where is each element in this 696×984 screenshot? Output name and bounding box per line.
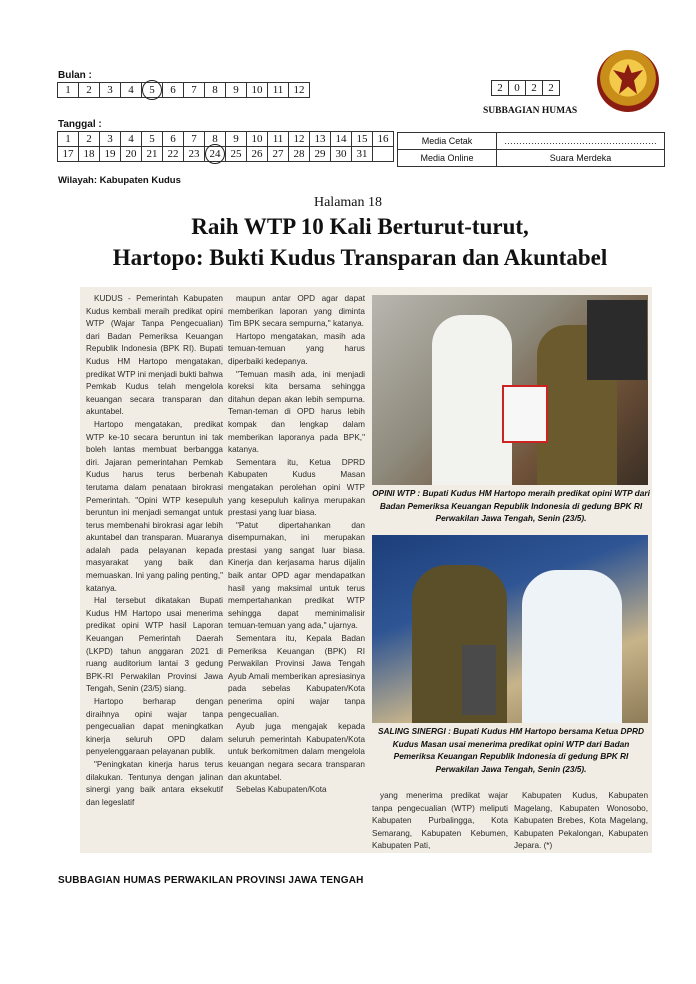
caption-saling-sinergi: SALING SINERGI : Bupati Kudus HM Hartopo bersama Ketua DPRD Kudus Masan usai menerima predikat opini WTP dari Badan Pemeriksa Keuangan Republik Indonesia di gedung BPK RI Perwakilan Jawa Tengah, Senin (23/5).: [378, 726, 644, 774]
day-cell-26: 26: [247, 147, 268, 162]
media-table: [397, 132, 665, 167]
wtp-certificate: [502, 385, 548, 443]
media-cetak-label: Media Cetak: [398, 133, 497, 150]
day-cell-22: 22: [163, 147, 184, 162]
day-cell-7: 7: [184, 132, 205, 147]
day-cell-17: 17: [58, 147, 79, 162]
month-cell-1: 1: [58, 83, 79, 98]
article-column-4: [514, 790, 648, 853]
paragraph: Hal tersebut dikatakan Bupati Kudus HM Hartopo usai menerima predikat opini WTP hasil Laporan Keuangan Pemerintah Daerah (LKPD) tahun anggaran 2021 di ruang auditorium lantai 3 gedung BPK-RI Perwakilan Provinsi Jawa Tengah, Senin (23/5) siang.: [86, 596, 223, 694]
month-cell-3: 3: [100, 83, 121, 98]
day-cell-2: 2: [79, 132, 100, 147]
day-cell-18: 18: [79, 147, 100, 162]
page-number: Halaman 18: [313, 195, 383, 210]
month-cell-6: 6: [163, 83, 184, 98]
article-column-2: [228, 293, 365, 851]
paragraph: Sementara itu, Ketua DPRD Kabupaten Kudus Masan mengatakan perolehan opini WTP yang kesepuluh kalinya merupakan prestasi yang luar biasa.: [228, 457, 365, 518]
day-cell-blank: [373, 147, 394, 162]
caption-opini-wtp: OPINI WTP : Bupati Kudus HM Hartopo meraih predikat opini WTP dari Badan Pemeriksa Keuangan Republik Indonesia di gedung BPK RI Perwakilan Jawa Tengah, Senin (23/5).: [372, 488, 650, 523]
column-4-text: Kabupaten Kudus, Kabupaten Magelang, Kabupaten Wonosobo, Kabupaten Brebes, Kota Magelang, Kabupaten Pekalongan, Kabupaten Jepara. (*): [514, 791, 648, 851]
month-grid: [57, 82, 310, 98]
paragraph: Hartopo berharap dengan diraihnya opini wajar tanpa pengecualian dapat meningkatkan kinerja seluruh OPD dalam penyelenggaraan pelayanan publik.: [86, 697, 223, 757]
person-ketua-dprd: [522, 570, 622, 723]
day-cell-30: 30: [331, 147, 352, 162]
photo-saling-sinergi: [372, 535, 648, 723]
day-cell-25: 25: [226, 147, 247, 162]
day-cell-23: 23: [184, 147, 205, 162]
paragraph: "Peningkatan kinerja harus terus dilakukan. Tentunya dengan jalinan sinergi yang baik antara eksekutif dan legeslatif: [86, 759, 223, 807]
paragraph: KUDUS - Pemerintah Kabupaten Kudus kembali meraih predikat opini WTP (Wajar Tanpa Pengecualian) dari Badan Pemeriksa Keuangan Republik Indonesia (BPK RI). Bupati Kudus HM Hartopo mengatakan, predikat WTP ini menjadi bukti bahwa Pemkab Kudus telah mengelola keuangan secara transparan dan akuntabel.: [86, 294, 223, 417]
day-cell-20: 20: [121, 147, 142, 162]
bulan-label: Bulan :: [58, 70, 92, 81]
day-cell-10: 10: [247, 132, 268, 147]
day-cell-24: 24: [205, 147, 226, 162]
day-cell-13: 13: [310, 132, 331, 147]
year-digit-2: 2: [526, 81, 543, 96]
day-cell-4: 4: [121, 132, 142, 147]
footer-unit: SUBBAGIAN HUMAS PERWAKILAN PROVINSI JAWA TENGAH: [58, 875, 364, 886]
month-cell-8: 8: [205, 83, 226, 98]
article-title-line2: Hartopo: Bukti Kudus Transparan dan Akuntabel: [112, 245, 608, 270]
news-clipping: [80, 287, 652, 853]
paragraph: "Patut dipertahankan dan disempurnakan, ini merupakan prestasi yang sangat luar biasa. Kinerja dan kerjasama harus dijalin baik antar OPD agar mendapatkan hasil yang maksimal untuk terus mempertahankan predikat WTP sehingga dapat meminimalisir temuan-temuan yang ada," ujarnya.: [228, 520, 365, 631]
certificate-folder: [462, 645, 496, 715]
paragraph: Ayub juga mengajak kepada seluruh pemerintah Kabupaten/Kota untuk berkomitmen dalam mengelola keuangan negara secara transparan dan akuntabel.: [228, 722, 365, 782]
month-cell-11: 11: [268, 83, 289, 98]
day-cell-9: 9: [226, 132, 247, 147]
paragraph: Hartopo mengatakan, masih ada temuan-temuan yang harus diperbaiki kedepanya.: [228, 331, 365, 366]
person-white-uniform: [432, 315, 512, 485]
day-cell-12: 12: [289, 132, 310, 147]
month-cell-7: 7: [184, 83, 205, 98]
article-column-1: [86, 293, 223, 851]
day-cell-8: 8: [205, 132, 226, 147]
bpk-logo: [597, 50, 659, 112]
column-3-text: yang menerima predikat wajar tanpa pengecualian (WTP) meliputi Kabupaten Purbalingga, Kota Semarang, Kabupaten Kebumen, Kabupaten Pati,: [372, 791, 508, 851]
day-cell-29: 29: [310, 147, 331, 162]
unit-label: SUBBAGIAN HUMAS: [483, 106, 578, 116]
media-cetak-value: ……………………………………………: [497, 133, 665, 150]
media-online-value: Suara Merdeka: [497, 150, 665, 167]
year-digit-0: 0: [509, 81, 526, 96]
month-cell-5: 5: [142, 83, 163, 98]
day-cell-16: 16: [373, 132, 394, 147]
month-cell-4: 4: [121, 83, 142, 98]
day-cell-5: 5: [142, 132, 163, 147]
month-cell-12: 12: [289, 83, 310, 98]
month-cell-10: 10: [247, 83, 268, 98]
paragraph: "Temuan masih ada, ini menjadi koreksi kita bersama sehingga ditahun depan akan lebih sempurna. Teman-teman di OPD harus lebih kompak dan lengkap dalam memberikan laporanya pada BPK," katanya.: [228, 369, 365, 455]
year-digit-2: 2: [543, 81, 560, 96]
day-cell-28: 28: [289, 147, 310, 162]
day-cell-19: 19: [100, 147, 121, 162]
day-cell-11: 11: [268, 132, 289, 147]
garuda-emblem-icon: [613, 64, 643, 94]
media-online-label: Media Online: [398, 150, 497, 167]
day-cell-15: 15: [352, 132, 373, 147]
paragraph: Hartopo mengatakan, predikat WTP ke-10 secara beruntun ini tak boleh lantas membuat berbangga diri. Jajaran pemerintahan Pemkab Kudus harus terus berbenah terutama dalam penataan birokrasi Pemerintah. "Opini WTP kesepuluh beruntun ini menjadi semangat untuk terus membenahi birokrasi agar lebih akuntabel dan transparan. Muaranya adalah pada pelayanan kepada masyarakat yang baik dan memuaskan. Ini yang paling penting," katanya.: [86, 419, 223, 593]
paragraph: Sementara itu, Kepala Badan Pemeriksa Keuangan (BPK) RI Perwakilan Provinsi Jawa Tengah Ayub Amali memberikan apresiasinya pada sebelas Kabupaten/Kota penerima opini wajar tanpa pengecualian.: [228, 634, 365, 719]
year-box: [491, 80, 560, 96]
wilayah-label: Wilayah: Kabupaten Kudus: [58, 175, 181, 186]
day-cell-14: 14: [331, 132, 352, 147]
month-cell-2: 2: [79, 83, 100, 98]
tanggal-label: Tanggal :: [58, 119, 102, 130]
photo-opini-wtp: [372, 295, 648, 485]
article-column-3: [372, 790, 508, 853]
day-cell-31: 31: [352, 147, 373, 162]
day-cell-6: 6: [163, 132, 184, 147]
year-digit-2: 2: [492, 81, 509, 96]
day-cell-1: 1: [58, 132, 79, 147]
day-cell-27: 27: [268, 147, 289, 162]
paragraph: maupun antar OPD agar dapat memberikan laporan yang diminta Tim BPK secara sempurna," katanya.: [228, 294, 365, 329]
day-cell-21: 21: [142, 147, 163, 162]
day-cell-3: 3: [100, 132, 121, 147]
paragraph: Sebelas Kabupaten/Kota: [236, 785, 327, 795]
article-title-line1: Raih WTP 10 Kali Berturut-turut,: [191, 214, 529, 239]
date-grid: [57, 131, 394, 162]
month-cell-9: 9: [226, 83, 247, 98]
president-portrait: [587, 300, 647, 380]
